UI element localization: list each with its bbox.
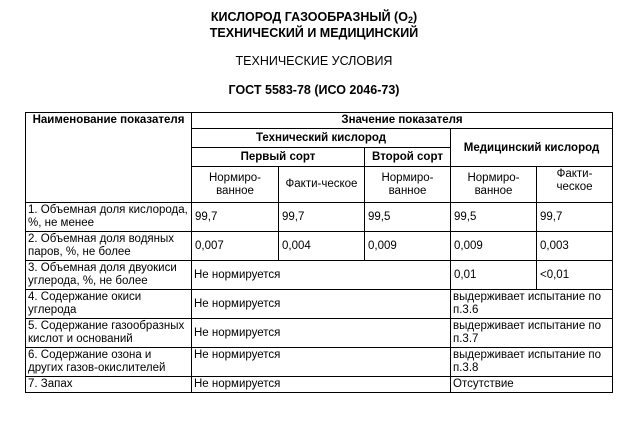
table-row xyxy=(26,319,613,348)
table-row xyxy=(26,348,613,377)
table-row xyxy=(26,290,613,319)
header-first-grade: Первый сорт xyxy=(192,148,365,167)
cell-technical: Не нормируется xyxy=(192,261,451,290)
row-name: 4. Содержание окиси углерода xyxy=(26,290,192,319)
cell-m-norm: 0,009 xyxy=(451,232,537,261)
header-indicator-value: Значение показателя xyxy=(192,113,613,129)
header-t1-actual: Факти-ческое xyxy=(279,167,365,203)
document-subtitle: ТЕХНИЧЕСКИЕ УСЛОВИЯ xyxy=(235,54,393,68)
header-t2-normative: Нормиро-ванное xyxy=(365,167,451,203)
cell-medical: Отсутствие xyxy=(451,377,613,393)
table-row xyxy=(26,232,613,261)
row-name: 7. Запах xyxy=(26,377,192,393)
cell-m-norm: 0,01 xyxy=(451,261,537,290)
cell-t2-norm: 0,009 xyxy=(365,232,451,261)
row-name: 6. Содержание озона и других газов-окислителей xyxy=(26,348,192,377)
cell-t1-norm: 0,007 xyxy=(192,232,279,261)
table-row xyxy=(26,377,613,393)
row-name: 2. Объемная доля водяных паров, %, не более xyxy=(26,232,192,261)
cell-technical: Не нормируется xyxy=(192,319,451,348)
cell-technical: Не нормируется xyxy=(192,348,451,377)
cell-t1-norm: 99,7 xyxy=(192,203,279,232)
cell-technical: Не нормируется xyxy=(192,377,451,393)
row-name: 3. Объемная доля двуокиси углерода, %, не более xyxy=(26,261,192,290)
cell-t1-fact: 99,7 xyxy=(279,203,365,232)
gost-number: ГОСТ 5583-78 (ИСО 2046-73) xyxy=(228,83,400,97)
document-title-line2: ТЕХНИЧЕСКИЙ И МЕДИЦИНСКИЙ xyxy=(209,26,419,40)
row-name: 1. Объемная доля кислорода, %, не менее xyxy=(26,203,192,232)
header-m-actual: Факти-ческое xyxy=(537,167,613,203)
header-t1-normative: Нормиро-ванное xyxy=(192,167,279,203)
cell-m-fact: 99,7 xyxy=(537,203,613,232)
row-name: 5. Содержание газообразных кислот и оснований xyxy=(26,319,192,348)
table-row xyxy=(26,203,613,232)
header-technical-oxygen: Технический кислород xyxy=(192,129,451,148)
cell-technical: Не нормируется xyxy=(192,290,451,319)
cell-m-norm: 99,5 xyxy=(451,203,537,232)
cell-m-fact: <0,01 xyxy=(537,261,613,290)
cell-t1-fact: 0,004 xyxy=(279,232,365,261)
specification-table xyxy=(25,112,613,393)
cell-t2-norm: 99,5 xyxy=(365,203,451,232)
cell-medical: выдерживает испытание по п.3.7 xyxy=(451,319,613,348)
header-indicator-name: Наименование показателя xyxy=(26,113,192,203)
cell-medical: выдерживает испытание по п.3.8 xyxy=(451,348,613,377)
table-row xyxy=(26,261,613,290)
header-second-grade: Второй сорт xyxy=(365,148,451,167)
header-m-normative: Нормиро-ванное xyxy=(451,167,537,203)
document-title-line1: КИСЛОРОД ГАЗООБРАЗНЫЙ $(О_2)$ xyxy=(210,10,418,25)
cell-medical: выдерживает испытание по п.3.6 xyxy=(451,290,613,319)
cell-m-fact: 0,003 xyxy=(537,232,613,261)
header-medical-oxygen: Медицинский кислород xyxy=(451,129,613,167)
